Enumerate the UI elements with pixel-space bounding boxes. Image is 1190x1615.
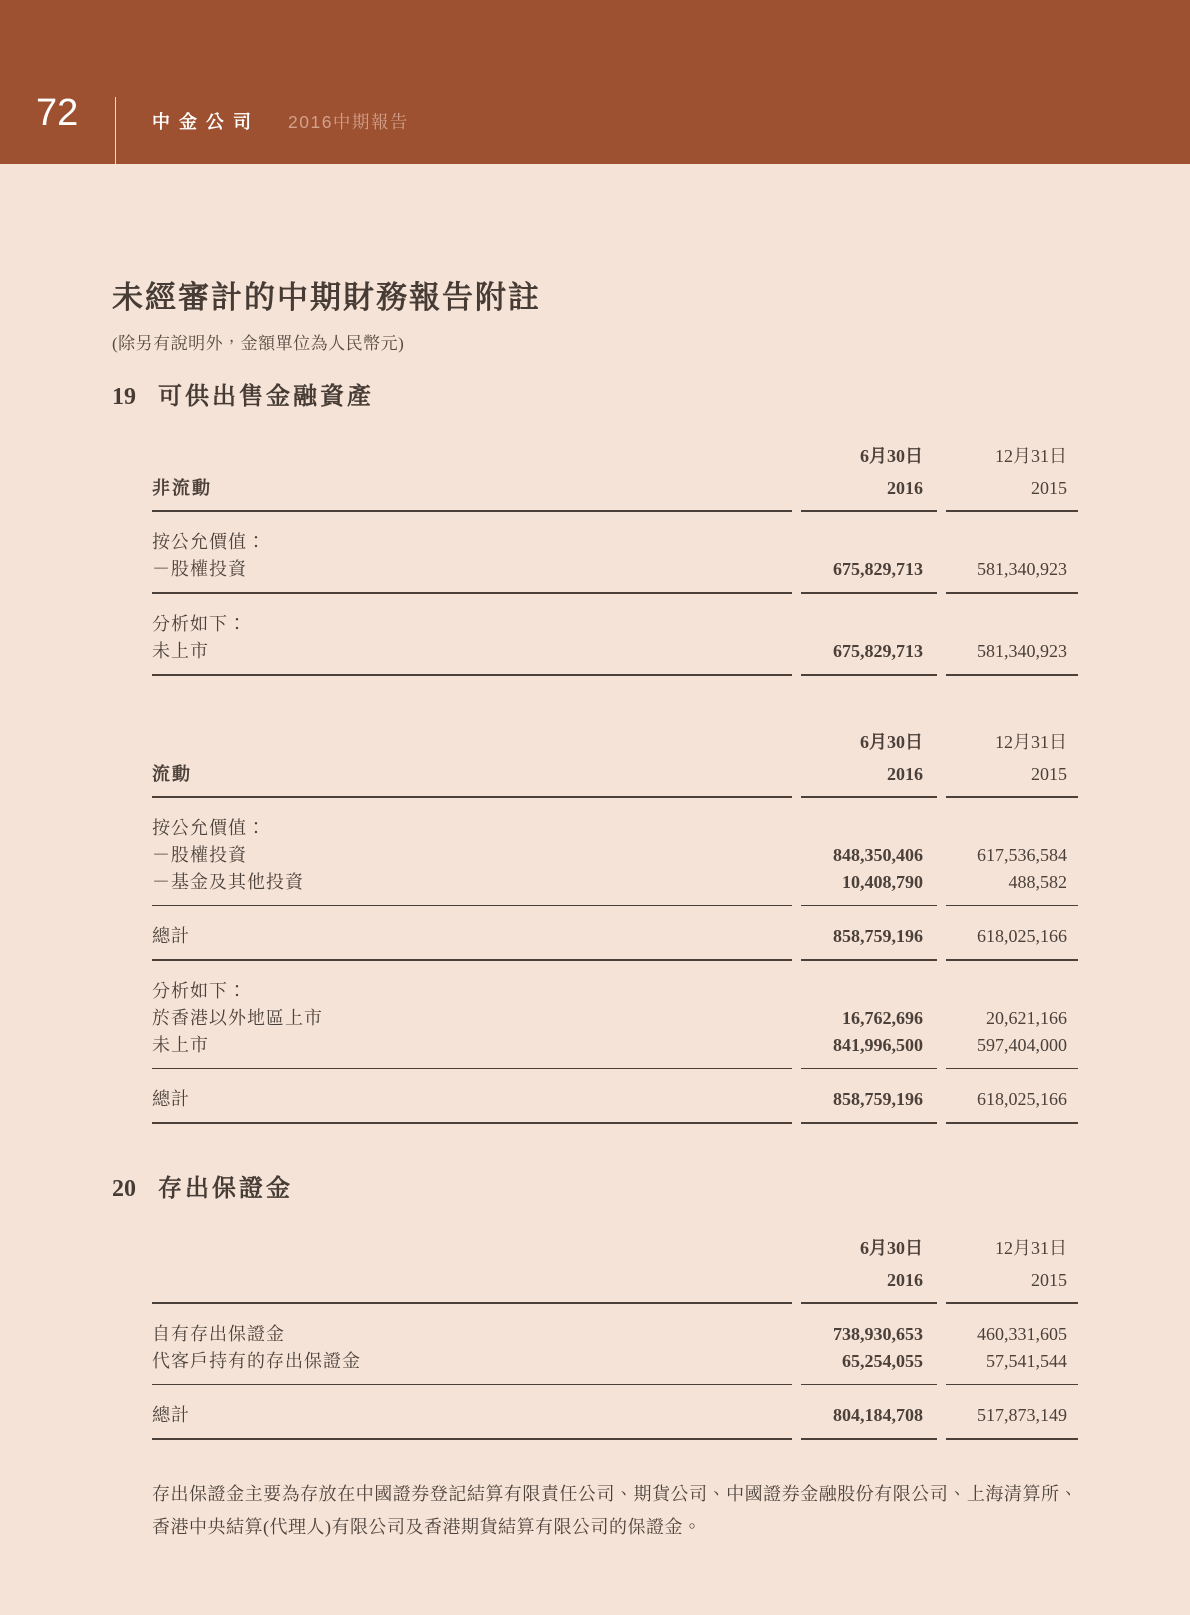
head-rule <box>152 796 1078 798</box>
value-2015: 460,331,605 <box>977 1323 1067 1344</box>
column-header-2016 <box>801 442 937 502</box>
rule-segment <box>801 1384 937 1385</box>
rule-segment <box>946 674 1078 676</box>
rule-segment <box>152 1122 792 1124</box>
rule-segment <box>152 592 792 594</box>
rule-segment <box>946 1384 1078 1385</box>
rule-segment <box>801 959 937 961</box>
subheading-row <box>152 611 1078 638</box>
row-label: 分析如下： <box>152 980 247 1001</box>
value-2015: 517,873,149 <box>977 1404 1067 1425</box>
row-label: －股權投資 <box>152 558 247 579</box>
value-2016: 675,829,713 <box>833 640 923 661</box>
table-row <box>152 1086 1078 1113</box>
rule-segment <box>801 510 937 512</box>
financial-table <box>152 728 1078 1124</box>
column-header-2016 <box>801 728 937 788</box>
rule-segment <box>801 1122 937 1124</box>
rule-segment <box>801 1438 937 1440</box>
table-row <box>152 638 1078 665</box>
document-title: 未經審計的中期財務報告附註 <box>112 280 541 315</box>
head-rule <box>152 510 1078 512</box>
column-header-2015 <box>946 728 1078 788</box>
value-2016: 841,996,500 <box>833 1034 923 1055</box>
report-body <box>0 382 1190 1544</box>
column-year-label: 2015 <box>1031 1269 1067 1290</box>
column-date-label: 6月30日 <box>860 731 923 752</box>
rule-segment <box>946 959 1078 961</box>
column-year-label: 2016 <box>887 1269 923 1290</box>
column-date-label: 12月31日 <box>995 731 1067 752</box>
rule-segment <box>152 959 792 961</box>
value-2016: 738,930,653 <box>833 1323 923 1344</box>
rule-segment <box>946 1122 1078 1124</box>
row-label: 總計 <box>152 1088 190 1109</box>
rule-segment <box>801 674 937 676</box>
section-number: 19 <box>112 383 136 410</box>
rule-segment <box>946 905 1078 906</box>
rule-segment <box>152 1438 792 1440</box>
rule-segment <box>801 592 937 594</box>
rule-segment <box>801 905 937 906</box>
value-2015: 488,582 <box>1008 871 1067 892</box>
value-2016: 675,829,713 <box>833 558 923 579</box>
row-label: 按公允價值： <box>152 817 266 838</box>
table-row <box>152 556 1078 583</box>
rule-segment <box>946 510 1078 512</box>
rule-segment <box>801 1302 937 1304</box>
value-2015: 20,621,166 <box>986 1007 1067 1028</box>
column-date-label: 12月31日 <box>995 1237 1067 1258</box>
rule-segment <box>801 1068 937 1069</box>
value-2015: 581,340,923 <box>977 640 1067 661</box>
column-header-2015 <box>946 1234 1078 1294</box>
rule-segment <box>946 592 1078 594</box>
table-row <box>152 923 1078 950</box>
row-label: －股權投資 <box>152 844 247 865</box>
section-title: 可供出售金融資產 <box>158 383 374 410</box>
value-2016: 804,184,708 <box>833 1404 923 1425</box>
separator-rule <box>152 1122 1078 1124</box>
row-label: 分析如下： <box>152 613 247 634</box>
document-subtitle: (除另有說明外，金額單位為人民幣元) <box>112 333 405 353</box>
separator-rule <box>152 959 1078 961</box>
value-2016: 65,254,055 <box>842 1350 923 1371</box>
company-name: 中金公司 <box>152 112 260 132</box>
financial-table <box>152 1234 1078 1440</box>
table-corner-label: 非流動 <box>152 477 212 498</box>
table-row <box>152 1032 1078 1059</box>
table-header-row <box>152 1234 1078 1294</box>
section-heading <box>112 382 1190 412</box>
value-2015: 581,340,923 <box>977 558 1067 579</box>
separator-rule <box>152 592 1078 594</box>
rule-segment <box>152 1384 792 1385</box>
table-row <box>152 869 1078 896</box>
column-year-label: 2015 <box>1031 477 1067 498</box>
section-19 <box>0 382 1190 1124</box>
table-header-row <box>152 728 1078 788</box>
head-rule <box>152 1302 1078 1304</box>
value-2015: 618,025,166 <box>977 1088 1067 1109</box>
table-row <box>152 842 1078 869</box>
separator-rule <box>152 1384 1078 1385</box>
section-title: 存出保證金 <box>158 1175 293 1202</box>
row-label: 自有存出保證金 <box>152 1323 285 1344</box>
section-number: 20 <box>112 1175 136 1202</box>
rule-segment <box>152 1068 792 1069</box>
rule-segment <box>152 1302 792 1304</box>
banner-divider <box>115 97 116 164</box>
table-row <box>152 1321 1078 1348</box>
page-banner <box>0 0 1190 164</box>
value-2016: 858,759,196 <box>833 1088 923 1109</box>
row-label: 於香港以外地區上市 <box>152 1007 323 1028</box>
column-year-label: 2016 <box>887 763 923 784</box>
value-2015: 618,025,166 <box>977 925 1067 946</box>
subheading-row <box>152 978 1078 1005</box>
subheading-row <box>152 529 1078 556</box>
rule-segment <box>152 905 792 906</box>
rule-segment <box>946 1438 1078 1440</box>
value-2015: 597,404,000 <box>977 1034 1067 1055</box>
section-heading <box>112 1174 1190 1204</box>
separator-rule <box>152 1068 1078 1069</box>
row-label: 按公允價值： <box>152 531 266 552</box>
separator-rule <box>152 1438 1078 1440</box>
report-title: 2016中期報告 <box>288 112 409 132</box>
rule-segment <box>946 1302 1078 1304</box>
section-20 <box>0 1174 1190 1544</box>
column-year-label: 2015 <box>1031 763 1067 784</box>
column-year-label: 2016 <box>887 477 923 498</box>
value-2015: 57,541,544 <box>986 1350 1067 1371</box>
row-label: 總計 <box>152 1404 190 1425</box>
value-2016: 848,350,406 <box>833 844 923 865</box>
row-label: －基金及其他投資 <box>152 871 304 892</box>
page-number: 72 <box>36 92 79 134</box>
value-2016: 10,408,790 <box>842 871 923 892</box>
rule-segment <box>801 796 937 798</box>
row-label: 未上市 <box>152 1034 209 1055</box>
column-header-2016 <box>801 1234 937 1294</box>
rule-segment <box>152 674 792 676</box>
column-date-label: 6月30日 <box>860 1237 923 1258</box>
table-row <box>152 1348 1078 1375</box>
rule-segment <box>946 1068 1078 1069</box>
separator-rule <box>152 905 1078 906</box>
subheading-row <box>152 815 1078 842</box>
rule-segment <box>946 796 1078 798</box>
rule-segment <box>152 796 792 798</box>
separator-rule <box>152 674 1078 676</box>
table-row <box>152 1402 1078 1429</box>
column-header-2015 <box>946 442 1078 502</box>
table-header-row <box>152 442 1078 502</box>
row-label: 總計 <box>152 925 190 946</box>
row-label: 代客戶持有的存出保證金 <box>152 1350 361 1371</box>
column-date-label: 6月30日 <box>860 445 923 466</box>
value-2016: 858,759,196 <box>833 925 923 946</box>
financial-table <box>152 442 1078 676</box>
table-row <box>152 1005 1078 1032</box>
section-note: 存出保證金主要為存放在中國證券登記結算有限責任公司、期貨公司、中國證券金融股份有限公司、上海清算所、香港中央結算(代理人)有限公司及香港期貨結算有限公司的保證金。 <box>152 1483 1078 1537</box>
rule-segment <box>152 510 792 512</box>
row-label: 未上市 <box>152 640 209 661</box>
value-2016: 16,762,696 <box>842 1007 923 1028</box>
value-2015: 617,536,584 <box>977 844 1067 865</box>
column-date-label: 12月31日 <box>995 445 1067 466</box>
table-corner-label: 流動 <box>152 763 192 784</box>
